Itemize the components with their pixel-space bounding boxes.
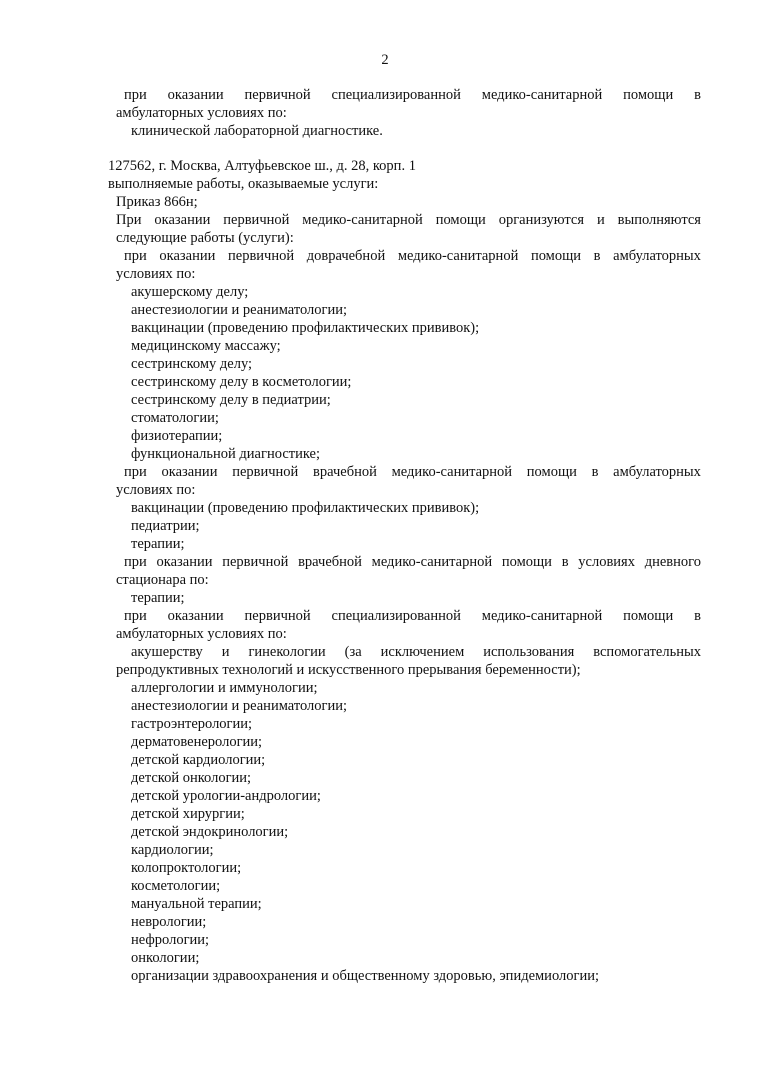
line-text: терапии; <box>131 536 185 552</box>
line-text: клинической лабораторной диагностике. <box>131 123 383 139</box>
text-line <box>0 949 770 967</box>
word: оказании <box>156 554 213 570</box>
line-text: анестезиологии и реаниматологии; <box>131 302 348 318</box>
word: медико-санитарной <box>397 248 519 264</box>
line-text: условиях по: <box>116 266 196 282</box>
text-line <box>0 931 770 949</box>
text-line <box>0 247 701 265</box>
line-text: сестринскому делу; <box>131 356 253 372</box>
text-line <box>0 733 770 751</box>
text-line <box>0 499 770 517</box>
line-text: детской хирургии; <box>131 806 245 822</box>
line-text: аллергологии и иммунологии; <box>131 680 318 696</box>
line-text: условиях по: <box>116 482 196 498</box>
text-line <box>0 211 701 229</box>
text-line <box>0 607 701 625</box>
word: врачебной <box>298 554 362 570</box>
line-text: колопроктологии; <box>131 860 242 876</box>
justified-text <box>124 247 701 265</box>
line-text: 127562, г. Москва, Алтуфьевское ш., д. 28, корп. 1 <box>108 158 416 174</box>
text-line <box>0 481 770 499</box>
word: врачебной <box>313 464 377 480</box>
word: и <box>596 212 605 228</box>
line-text: мануальной терапии; <box>131 896 262 912</box>
text-line <box>0 895 770 913</box>
text-line <box>0 625 770 643</box>
text-line <box>0 877 770 895</box>
text-line <box>0 445 770 463</box>
word: оказании <box>167 608 224 624</box>
word: (за <box>344 644 362 660</box>
line-text: организации здравоохранения и общественному здоровью, эпидемиологии; <box>131 968 599 984</box>
word: помощи <box>623 608 674 624</box>
word: при <box>124 87 147 103</box>
text-line <box>0 517 770 535</box>
page-number: 2 <box>381 52 389 68</box>
word: первичной <box>228 248 295 264</box>
line-text: дерматовенерологии; <box>131 734 263 750</box>
text-line <box>0 283 770 301</box>
line-text: амбулаторных условиях по: <box>116 105 287 121</box>
word: исключением <box>380 644 465 660</box>
word: гинекологии <box>248 644 326 660</box>
justified-text <box>124 86 701 104</box>
word: в <box>591 464 599 480</box>
text-line <box>0 409 770 427</box>
word: использования <box>483 644 575 660</box>
text-line <box>0 751 770 769</box>
line-text: кардиологии; <box>131 842 214 858</box>
line-text: вакцинации (проведению профилактических прививок); <box>131 320 480 336</box>
line-text: стационара по: <box>116 572 209 588</box>
text-line <box>0 427 770 445</box>
word: в <box>561 554 569 570</box>
line-text: детской урологии-андрологии; <box>131 788 321 804</box>
text-line <box>0 679 770 697</box>
line-text: терапии; <box>131 590 185 606</box>
word: оказании <box>161 464 218 480</box>
word: первичной <box>222 554 289 570</box>
word: помощи <box>501 554 552 570</box>
word: оказании <box>159 248 216 264</box>
word: медико-санитарной <box>481 608 603 624</box>
text-line <box>0 967 770 985</box>
line-text: репродуктивных технологий и искусственного прерывания беременности); <box>116 662 581 678</box>
word: в <box>694 608 701 624</box>
word: первичной <box>244 608 311 624</box>
line-text: Приказ 866н; <box>116 194 198 210</box>
word: первичной <box>244 87 311 103</box>
text-line <box>0 805 770 823</box>
word: помощи <box>526 464 577 480</box>
line-text: косметологии; <box>131 878 221 894</box>
word: и <box>221 644 230 660</box>
line-text: функциональной диагностике; <box>131 446 320 462</box>
word: при <box>124 248 147 264</box>
word: условиях <box>578 554 635 570</box>
text-line <box>0 175 770 193</box>
text-line <box>0 643 701 661</box>
text-line <box>0 301 770 319</box>
line-text: вакцинации (проведению профилактических прививок); <box>131 500 480 516</box>
text-line <box>0 823 770 841</box>
line-text: сестринскому делу в косметологии; <box>131 374 352 390</box>
word: помощи <box>623 87 674 103</box>
word: амбулаторных <box>613 248 701 264</box>
word: в <box>694 87 701 103</box>
word: оказании <box>167 87 224 103</box>
justified-text <box>124 607 701 625</box>
text-line <box>0 337 770 355</box>
text-line <box>0 193 770 211</box>
line-text: гастроэнтерологии; <box>131 716 253 732</box>
line-text: педиатрии; <box>131 518 200 534</box>
word: вспомогательных <box>593 644 701 660</box>
word: первичной <box>232 464 299 480</box>
word: медико-санитарной <box>302 212 423 228</box>
line-text: физиотерапии; <box>131 428 223 444</box>
line-text: стоматологии; <box>131 410 219 426</box>
word: помощи <box>435 212 486 228</box>
text-line <box>0 104 770 122</box>
text-line <box>0 859 770 877</box>
text-line <box>0 319 770 337</box>
line-text: детской онкологии; <box>131 770 252 786</box>
word: доврачебной <box>306 248 386 264</box>
justified-text <box>131 643 701 661</box>
line-text: выполняемые работы, оказываемые услуги: <box>108 176 379 192</box>
word: первичной <box>223 212 290 228</box>
word: медико-санитарной <box>371 554 493 570</box>
text-line <box>0 535 770 553</box>
paragraph-gap <box>0 140 770 157</box>
text-line <box>0 86 701 104</box>
line-text: сестринскому делу в педиатрии; <box>131 392 331 408</box>
text-line <box>0 463 701 481</box>
text-line <box>0 769 770 787</box>
word: при <box>124 554 147 570</box>
justified-text <box>124 553 701 571</box>
word: при <box>124 608 147 624</box>
line-text: детской эндокринологии; <box>131 824 289 840</box>
line-text: нефрологии; <box>131 932 210 948</box>
text-line <box>0 589 770 607</box>
text-line <box>0 553 701 571</box>
line-text: следующие работы (услуги): <box>116 230 294 246</box>
word: акушерству <box>131 644 203 660</box>
line-text: анестезиологии и реаниматологии; <box>131 698 348 714</box>
text-line <box>0 355 770 373</box>
document-body <box>0 86 770 985</box>
text-line <box>0 661 770 679</box>
text-line <box>0 265 770 283</box>
text-line <box>0 913 770 931</box>
line-text: онкологии; <box>131 950 200 966</box>
line-text: детской кардиологии; <box>131 752 266 768</box>
line-text: неврологии; <box>131 914 207 930</box>
text-line <box>0 715 770 733</box>
word: помощи <box>530 248 582 264</box>
text-line <box>0 697 770 715</box>
word: при <box>124 464 147 480</box>
word: специализированной <box>331 608 461 624</box>
word: медико-санитарной <box>481 87 603 103</box>
word: оказании <box>154 212 211 228</box>
text-line <box>0 373 770 391</box>
word: выполняются <box>617 212 701 228</box>
line-text: акушерскому делу; <box>131 284 249 300</box>
word: При <box>116 212 142 228</box>
text-line <box>0 157 770 175</box>
line-text: амбулаторных условиях по: <box>116 626 287 642</box>
word: специализированной <box>331 87 461 103</box>
word: дневного <box>644 554 701 570</box>
text-line <box>0 571 770 589</box>
word: организуются <box>498 212 585 228</box>
text-line <box>0 122 770 140</box>
text-line <box>0 787 770 805</box>
line-text: медицинскому массажу; <box>131 338 281 354</box>
justified-text <box>124 463 701 481</box>
text-line <box>0 841 770 859</box>
text-line <box>0 229 770 247</box>
justified-text <box>116 211 701 229</box>
word: в <box>593 248 601 264</box>
text-line <box>0 391 770 409</box>
word: амбулаторных <box>613 464 701 480</box>
word: медико-санитарной <box>391 464 513 480</box>
